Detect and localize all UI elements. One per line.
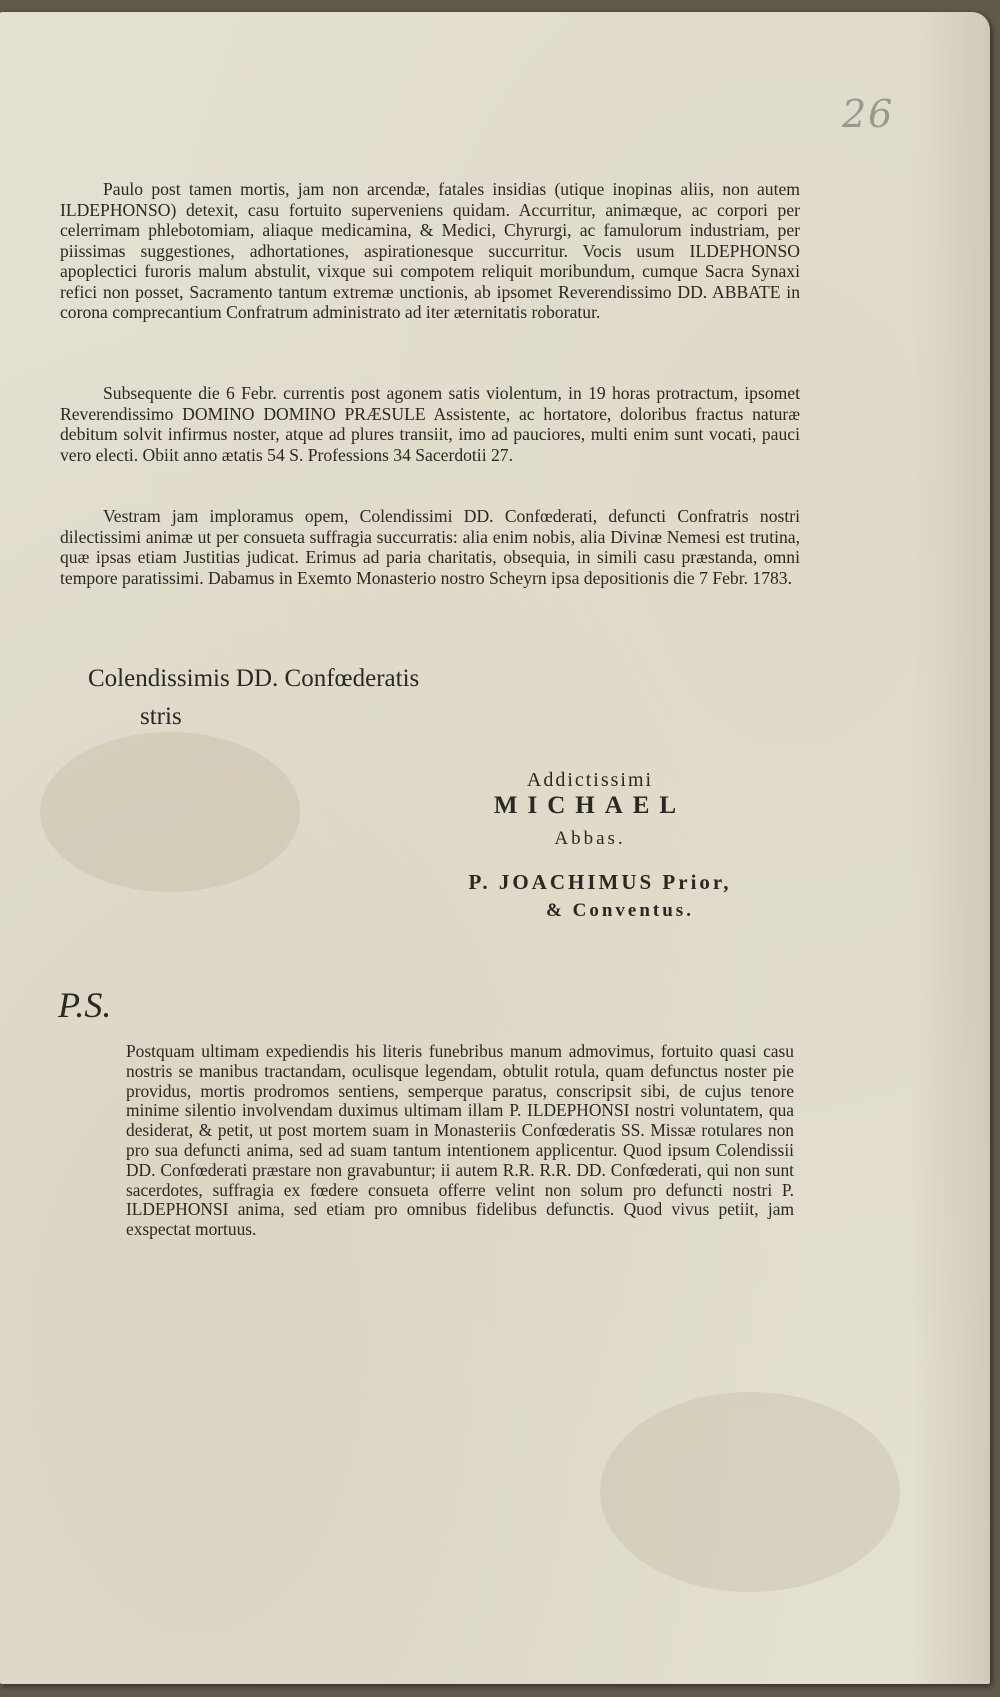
document-page: [0, 12, 990, 1684]
signature-prior: P. JOACHIMUS Prior,: [468, 870, 732, 894]
folio-number: 26: [842, 92, 895, 136]
postscript-text: Postquam ultimam expediendis his literis funebribus manum admovimus, fortuito quasi casu nostris se manibus tractandam, oculisque legendam, obtulit rotula, quam defunctus noster pie providus, mortis prodromos sentiens, semperque paratus, conscripsit sibi, de cujus tenore minime silentio involvendam duximus ultimam illam P. ILDEPHONSI nostri voluntatem, qua desiderat, & petit, ut post mortem suam in Monasteriis Confœderatis SS. Missæ rotulares non pro sua defuncti anima, sed ad suam tantum intentionem applicentur. Quod ipsum Colendissii DD. Confœderati præstare non gravabuntur; ii autem R.R. R.R. DD. Confœderati, qui non sunt sacerdotes, suffragia ex fœdere consueta offerre velint non solum pro defuncti nostri P. ILDEPHONSI anima, sed etiam pro omnibus fidelibus defunctis. Quod vivus petiit, jam exspectat mortuus.: [126, 1041, 794, 1240]
paragraph-3: Vestram jam imploramus opem, Colendissimi DD. Confœderati, defuncti Confratris nostri dilectissimi animæ ut per consueta suffragia succurratis: alia enim nobis, alia Divinæ Nemesi est trutina, quæ ipsas etiam Justitias judicat. Erimus ad paria charitatis, obsequia, in simili casu præstanda, omni tempore paratissimi. Dabamus in Exemto Monasterio nostro Scheyrn ipsa depositionis die 7 Febr. 1783.: [60, 506, 800, 588]
signature-addictissimi: Addictissimi: [526, 769, 654, 791]
postscript-label: P.S.: [58, 985, 112, 1025]
salutation-line-1: Colendissimis DD. Confœderatis: [88, 665, 420, 692]
paragraph-1: Paulo post tamen mortis, jam non arcendæ, fatales insidias (utique inopinas aliis, non autem ILDEPHONSO) detexit, casu fortuito superveniens quidam. Accurritur, animæque, ac corpori per celerrimam phlebotomiam, aliaque medicamina, & Medici, Chyrurgi, ac famulorum industriam, per piissimas suggestiones, adhortationes, aspirationesque succurritur. Vocis usum ILDEPHONSO apoplectici furoris malum abstulit, vixque sui compotem reliquit moribundum, cumque Sacra Synaxi refici non posset, Sacramento tantum extremæ unctionis, ab ipsomet Reverendissimo DD. ABBATE in corona comprecantium Confratrum administrato ad iter æternitatis roboratur.: [60, 179, 800, 322]
paragraph-2: Subsequente die 6 Febr. currentis post agonem satis violentum, in 19 horas protractum, ipsomet Reverendissimo DOMINO DOMINO PRÆSULE Assistente, ac hortatore, doloribus fractus naturæ debitum solvit infirmus noster, atque ad plures transiit, imo ad pauciores, multi enim sunt vocati, pauci vero electi. Obiit anno ætatis 54 S. Professions 34 Sacerdotii 27.: [60, 383, 800, 465]
paper-stain: [600, 1392, 900, 1592]
signature-michael: MICHAEL: [493, 792, 687, 819]
signature-conventus: & Conventus.: [546, 900, 694, 921]
salutation-line-2: stris: [140, 703, 182, 730]
paper-stain: [40, 732, 300, 892]
signature-abbas: Abbas.: [554, 828, 626, 849]
